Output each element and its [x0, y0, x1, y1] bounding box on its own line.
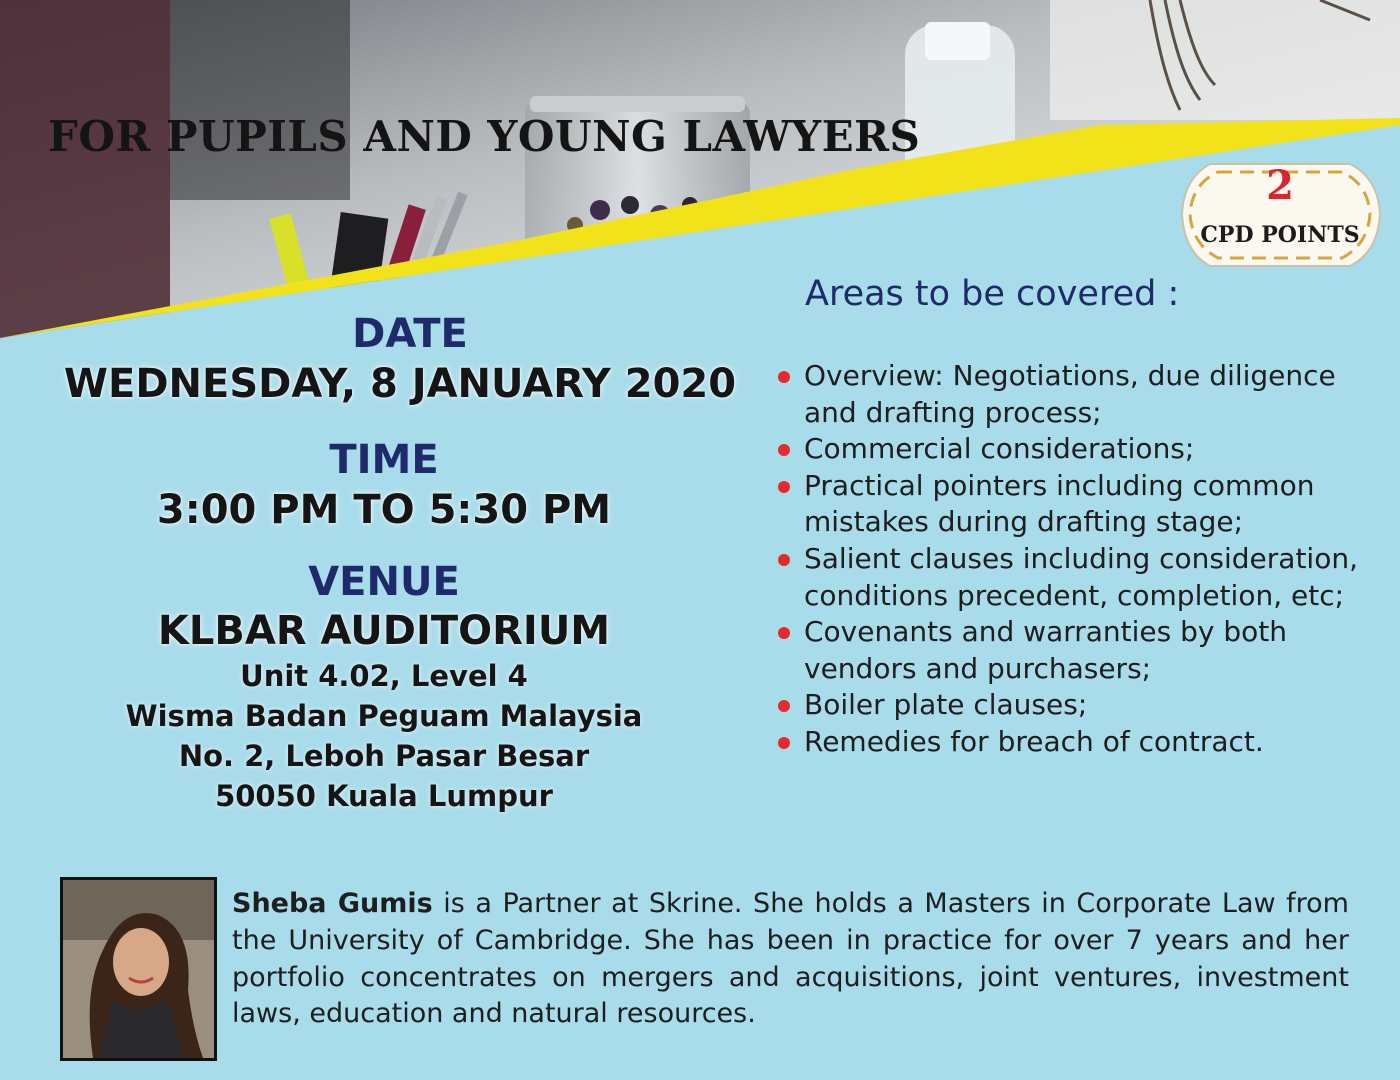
areas-heading: Areas to be covered : — [805, 274, 1180, 314]
areas-list — [778, 358, 1388, 761]
list-item — [778, 468, 1388, 541]
bullet-icon — [778, 554, 790, 566]
date-label: DATE — [352, 311, 468, 357]
venue-label: VENUE — [308, 559, 460, 605]
cpd-points-label: CPD POINTS — [1200, 222, 1360, 248]
list-item-text: Covenants and warranties by both vendors and purchasers; — [804, 615, 1288, 685]
speaker-name: Sheba Gumis — [232, 888, 433, 919]
bullet-icon — [778, 700, 790, 712]
list-item — [778, 431, 1388, 468]
cpd-points-number: 2 — [1266, 162, 1294, 209]
venue-address-line: Unit 4.02, Level 4 — [240, 659, 528, 693]
speaker-portrait — [63, 880, 214, 1058]
event-subtitle: FOR PUPILS AND YOUNG LAWYERS — [48, 112, 921, 161]
venue-address-line: Wisma Badan Peguam Malaysia — [125, 699, 643, 733]
list-item — [778, 614, 1388, 687]
list-item — [778, 687, 1388, 724]
list-item-text: Boiler plate clauses; — [804, 688, 1088, 722]
date-value: WEDNESDAY, 8 JANUARY 2020 — [63, 361, 737, 407]
venue-address-line: No. 2, Leboh Pasar Besar — [178, 739, 590, 773]
bullet-icon — [778, 481, 790, 493]
list-item-text: Salient clauses including consideration, conditions precedent, completion, etc; — [804, 541, 1358, 612]
speaker-bio — [232, 886, 1349, 1033]
venue-address-line: 50050 Kuala Lumpur — [215, 779, 553, 813]
list-item-text: Practical pointers including common mistakes during drafting stage; — [804, 468, 1315, 539]
bullet-icon — [778, 627, 790, 639]
time-value: 3:00 PM TO 5:30 PM — [156, 487, 612, 533]
list-item — [778, 541, 1388, 614]
list-item-text: Commercial considerations; — [804, 432, 1195, 466]
speaker-bio-text: is a Partner at Skrine. She holds a Masters in Corporate Law from the University of Cambridge. She has been in practice for over 7 years and her portfolio concentrates on mergers and acquisitions, joint ventures, investment laws, education and natural resources. — [232, 888, 1349, 1030]
list-item — [778, 724, 1388, 761]
list-item-text: Remedies for breach of contract. — [804, 724, 1264, 758]
event-details — [60, 310, 760, 816]
venue-name: KLBAR AUDITORIUM — [157, 608, 611, 654]
bullet-icon — [778, 737, 790, 749]
bullet-icon — [778, 444, 790, 456]
cpd-badge — [1180, 158, 1390, 274]
speaker-photo — [60, 877, 217, 1061]
bullet-icon — [778, 371, 790, 383]
list-item — [778, 358, 1388, 431]
time-label: TIME — [329, 437, 439, 483]
list-item-text: Overview: Negotiations, due diligence and drafting process; — [804, 359, 1336, 429]
